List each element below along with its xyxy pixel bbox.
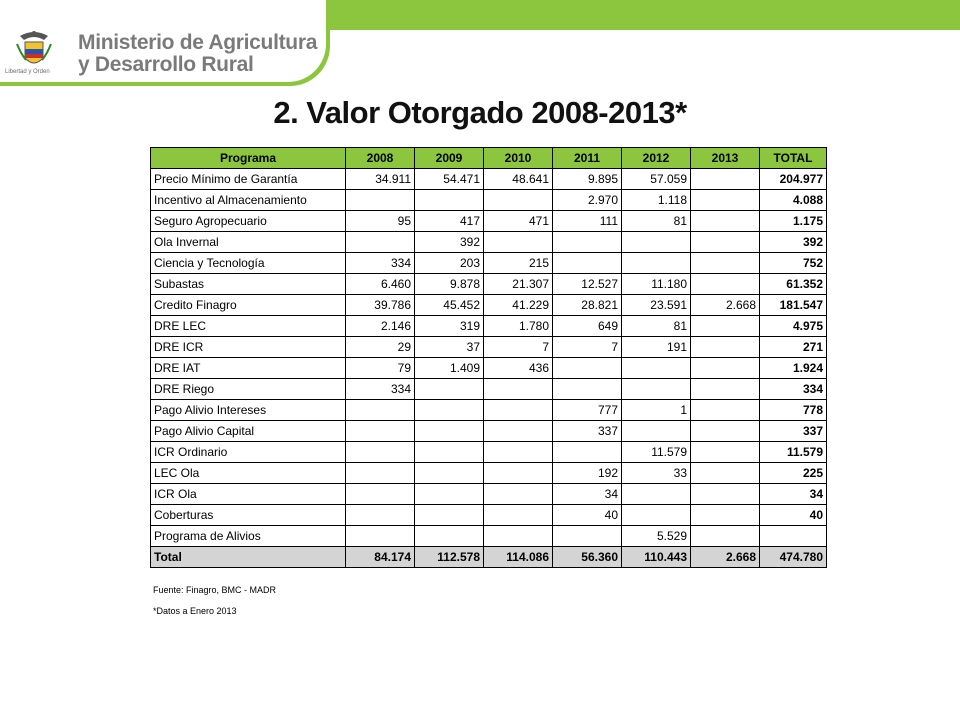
row-label: LEC Ola <box>151 463 346 484</box>
value-cell <box>346 463 415 484</box>
value-cell: 337 <box>553 421 622 442</box>
row-total-cell: 4.088 <box>760 190 827 211</box>
value-cell <box>691 337 760 358</box>
table-row <box>151 400 827 421</box>
value-cell <box>553 253 622 274</box>
value-cell <box>691 211 760 232</box>
source-note: Fuente: Finagro, BMC - MADR <box>153 585 277 595</box>
value-cell: 392 <box>415 232 484 253</box>
value-cell: 57.059 <box>622 169 691 190</box>
value-cell: 777 <box>553 400 622 421</box>
value-cell: 11.180 <box>622 274 691 295</box>
value-cell <box>553 232 622 253</box>
row-label: Incentivo al Almacenamiento <box>151 190 346 211</box>
value-cell: 54.471 <box>415 169 484 190</box>
value-cell <box>415 442 484 463</box>
value-cell <box>484 400 553 421</box>
value-cell: 12.527 <box>553 274 622 295</box>
column-header: Programa <box>151 148 346 169</box>
value-cell <box>415 421 484 442</box>
value-cell <box>415 400 484 421</box>
row-total-cell: 181.547 <box>760 295 827 316</box>
value-cell <box>484 421 553 442</box>
value-cell: 5.529 <box>622 526 691 547</box>
value-cell <box>346 484 415 505</box>
value-cell <box>622 421 691 442</box>
value-cell <box>553 526 622 547</box>
value-cell <box>691 505 760 526</box>
column-header: 2011 <box>553 148 622 169</box>
value-cell: 111 <box>553 211 622 232</box>
value-cell <box>691 358 760 379</box>
value-cell <box>553 379 622 400</box>
value-cell <box>622 484 691 505</box>
value-cell: 110.443 <box>622 547 691 568</box>
row-total-cell: 11.579 <box>760 442 827 463</box>
value-cell: 23.591 <box>622 295 691 316</box>
value-cell <box>691 400 760 421</box>
value-cell <box>691 169 760 190</box>
row-label: DRE Riego <box>151 379 346 400</box>
value-cell <box>484 232 553 253</box>
value-cell <box>691 274 760 295</box>
table-row <box>151 505 827 526</box>
value-cell: 41.229 <box>484 295 553 316</box>
value-cell: 192 <box>553 463 622 484</box>
value-cell <box>484 484 553 505</box>
value-cell <box>415 463 484 484</box>
row-label: Credito Finagro <box>151 295 346 316</box>
row-label: DRE ICR <box>151 337 346 358</box>
table-notes <box>153 585 276 627</box>
value-cell <box>691 526 760 547</box>
value-cell <box>415 484 484 505</box>
value-cell <box>484 505 553 526</box>
value-cell: 33 <box>622 463 691 484</box>
row-label: Seguro Agropecuario <box>151 211 346 232</box>
column-header: 2010 <box>484 148 553 169</box>
row-total-cell <box>760 526 827 547</box>
value-cell: 21.307 <box>484 274 553 295</box>
ministry-line-1: Ministerio de Agricultura <box>78 31 318 54</box>
table-row <box>151 358 827 379</box>
value-cell <box>691 421 760 442</box>
value-cell <box>691 484 760 505</box>
value-cell <box>484 463 553 484</box>
row-total-cell: 392 <box>760 232 827 253</box>
value-cell <box>346 442 415 463</box>
value-cell <box>691 253 760 274</box>
value-cell: 81 <box>622 316 691 337</box>
value-cell: 34.911 <box>346 169 415 190</box>
row-total-cell: 778 <box>760 400 827 421</box>
value-cell: 649 <box>553 316 622 337</box>
row-total-cell: 752 <box>760 253 827 274</box>
total-row <box>151 547 827 568</box>
table-row <box>151 253 827 274</box>
row-total-cell: 1.175 <box>760 211 827 232</box>
column-header: 2013 <box>691 148 760 169</box>
row-label: Ola Invernal <box>151 232 346 253</box>
motto-text: Libertad y Orden <box>5 69 50 75</box>
value-cell <box>484 379 553 400</box>
row-total-cell: 61.352 <box>760 274 827 295</box>
row-total-cell: 4.975 <box>760 316 827 337</box>
value-cell: 40 <box>553 505 622 526</box>
value-cell: 334 <box>346 379 415 400</box>
table-row <box>151 274 827 295</box>
value-cell: 2.668 <box>691 295 760 316</box>
value-cell: 203 <box>415 253 484 274</box>
value-cell: 7 <box>553 337 622 358</box>
table-row <box>151 337 827 358</box>
value-cell <box>346 232 415 253</box>
logo-panel <box>0 0 330 86</box>
value-cell: 191 <box>622 337 691 358</box>
value-cell <box>415 505 484 526</box>
row-label: Pago Alivio Intereses <box>151 400 346 421</box>
column-header: TOTAL <box>760 148 827 169</box>
value-cell <box>346 421 415 442</box>
value-cell <box>691 463 760 484</box>
value-cell: 95 <box>346 211 415 232</box>
row-label: ICR Ola <box>151 484 346 505</box>
table-row <box>151 463 827 484</box>
row-total-cell: 271 <box>760 337 827 358</box>
value-cell: 84.174 <box>346 547 415 568</box>
table-row <box>151 442 827 463</box>
ministry-name <box>78 32 317 76</box>
row-label: Precio Mínimo de Garantía <box>151 169 346 190</box>
table-row <box>151 190 827 211</box>
row-total-cell: 225 <box>760 463 827 484</box>
value-cell <box>691 442 760 463</box>
value-cell: 9.895 <box>553 169 622 190</box>
value-cell <box>622 505 691 526</box>
table-row <box>151 295 827 316</box>
row-total-cell: 337 <box>760 421 827 442</box>
value-cell: 334 <box>346 253 415 274</box>
value-cell <box>622 232 691 253</box>
row-label: DRE LEC <box>151 316 346 337</box>
value-cell: 215 <box>484 253 553 274</box>
value-cell: 7 <box>484 337 553 358</box>
value-cell: 471 <box>484 211 553 232</box>
value-cell <box>415 526 484 547</box>
ministry-line-2: y Desarrollo Rural <box>78 53 254 76</box>
value-cell <box>484 190 553 211</box>
value-cell: 2.668 <box>691 547 760 568</box>
row-total-cell: 1.924 <box>760 358 827 379</box>
value-cell: 34 <box>553 484 622 505</box>
value-cell: 319 <box>415 316 484 337</box>
value-cell: 29 <box>346 337 415 358</box>
value-cell <box>484 526 553 547</box>
column-header: 2009 <box>415 148 484 169</box>
value-cell: 6.460 <box>346 274 415 295</box>
value-cell: 37 <box>415 337 484 358</box>
value-cell <box>484 442 553 463</box>
value-cell <box>346 400 415 421</box>
value-cell <box>346 526 415 547</box>
value-cell: 1 <box>622 400 691 421</box>
table-header-row <box>151 148 827 169</box>
value-cell <box>553 358 622 379</box>
column-header: 2008 <box>346 148 415 169</box>
value-cell <box>622 358 691 379</box>
row-label: DRE IAT <box>151 358 346 379</box>
table-row <box>151 169 827 190</box>
row-total-cell: 474.780 <box>760 547 827 568</box>
value-cell <box>622 253 691 274</box>
value-cell <box>553 442 622 463</box>
page-title: 2. Valor Otorgado 2008-2013* <box>273 95 687 130</box>
row-label: Subastas <box>151 274 346 295</box>
value-cell: 436 <box>484 358 553 379</box>
row-total-cell: 204.977 <box>760 169 827 190</box>
value-cell: 2.970 <box>553 190 622 211</box>
value-cell <box>415 379 484 400</box>
table-row <box>151 232 827 253</box>
row-label: Programa de Alivios <box>151 526 346 547</box>
row-total-cell: 40 <box>760 505 827 526</box>
table-row <box>151 379 827 400</box>
value-cell <box>415 190 484 211</box>
value-cell <box>691 190 760 211</box>
row-label: Coberturas <box>151 505 346 526</box>
table-row <box>151 526 827 547</box>
value-cell: 39.786 <box>346 295 415 316</box>
value-cell: 114.086 <box>484 547 553 568</box>
table-row <box>151 421 827 442</box>
footnote: *Datos a Enero 2013 <box>153 606 237 616</box>
table-row <box>151 211 827 232</box>
value-cell: 112.578 <box>415 547 484 568</box>
value-cell: 9.878 <box>415 274 484 295</box>
row-label: Pago Alivio Capital <box>151 421 346 442</box>
value-cell <box>691 316 760 337</box>
table-row <box>151 316 827 337</box>
value-cell <box>622 379 691 400</box>
value-cell: 2.146 <box>346 316 415 337</box>
logo-background <box>0 0 326 82</box>
value-cell: 1.780 <box>484 316 553 337</box>
value-cell: 417 <box>415 211 484 232</box>
value-cell: 1.409 <box>415 358 484 379</box>
column-header: 2012 <box>622 148 691 169</box>
value-cell: 56.360 <box>553 547 622 568</box>
row-label: Total <box>151 547 346 568</box>
value-cell: 81 <box>622 211 691 232</box>
value-cell: 1.118 <box>622 190 691 211</box>
table-row <box>151 484 827 505</box>
value-cell: 11.579 <box>622 442 691 463</box>
value-cell: 28.821 <box>553 295 622 316</box>
value-cell <box>691 232 760 253</box>
value-cell <box>691 379 760 400</box>
value-cell <box>346 505 415 526</box>
value-cell: 45.452 <box>415 295 484 316</box>
data-table <box>150 147 827 568</box>
row-total-cell: 334 <box>760 379 827 400</box>
value-cell: 48.641 <box>484 169 553 190</box>
table-body <box>151 169 827 568</box>
value-cell: 79 <box>346 358 415 379</box>
row-label: ICR Ordinario <box>151 442 346 463</box>
value-cell <box>346 190 415 211</box>
row-label: Ciencia y Tecnología <box>151 253 346 274</box>
row-total-cell: 34 <box>760 484 827 505</box>
